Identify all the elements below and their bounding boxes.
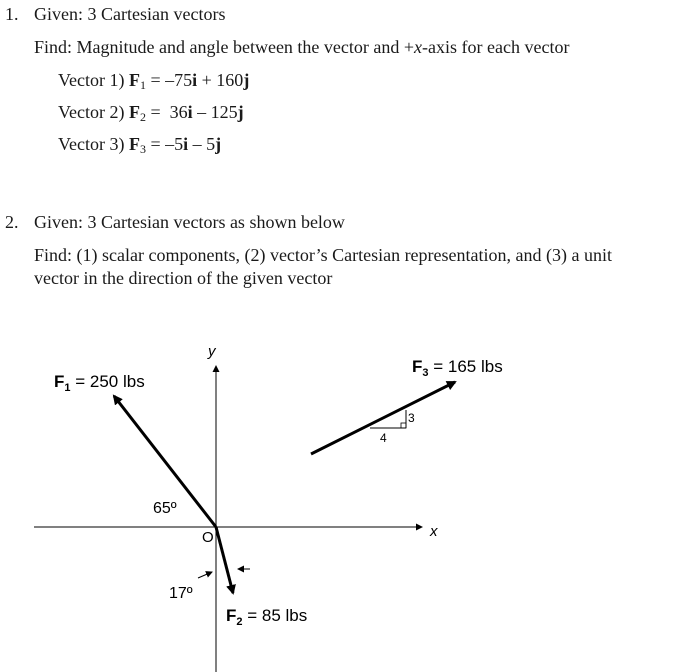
problem-2-number: 2. [5,212,19,232]
angle-f1-label: 65º [153,500,177,517]
find-prefix: Find: Magnitude and angle between the vector and + [34,37,415,57]
f2-arrow [216,527,233,593]
x-axis-label: x [430,523,438,540]
vector-2-j: j [237,102,244,122]
angle-f2-arrow-left [198,572,212,578]
vector-2-eq: = 36 [145,102,188,122]
f1-label: $F_1 = 250$ lbs [54,372,145,394]
problem-1-given: Given: 3 Cartesian vectors [34,4,226,24]
vector-3-mid: – 5 [188,134,216,154]
vector-1-name: F [128,70,140,90]
vector-2-label: Vector 2) [58,102,125,122]
vector-2-i: i [187,102,193,122]
find-suffix: -axis for each vector [422,37,570,57]
vector-1-eq: = –75 [145,70,193,90]
vector-1-j: j [243,70,250,90]
vector-3-i: i [183,134,189,154]
vector-1-label: Vector 1) [58,70,125,90]
vector-1-sub: 1 [139,78,146,92]
vector-2-mid: – 125 [192,102,238,122]
vector-2-sub: 2 [139,110,146,124]
problem-2-find-line-1: Find: (1) scalar components, (2) vector’s Cartesian representation, and (3) a unit [34,245,612,265]
vector-3-sub: 3 [139,142,146,156]
origin-label: O [202,529,214,546]
find-axis: x [414,37,423,57]
problem-2-find-line-2: vector in the direction of the given vector [34,268,333,288]
f3-label: $F_3 = 165$ lbs [412,357,503,379]
slope-rise-label: 3 [408,411,415,425]
angle-f2-label: 17º [169,585,193,602]
vector-2-name: F [128,102,140,122]
vector-1-mid: + 160 [197,70,244,90]
problem-2-given: Given: 3 Cartesian vectors as shown below [34,212,345,232]
y-axis-label: y [208,343,216,360]
vector-1-i: i [192,70,198,90]
vector-3-name: F [128,134,140,154]
problem-1-number: 1. [5,4,19,24]
slope-run-label: 4 [380,431,387,445]
vector-3-j: j [215,134,222,154]
right-angle-mark [401,423,406,428]
vector-3-label: Vector 3) [58,134,125,154]
f2-label: $F_2 = 85$ lbs [226,606,308,628]
vector-3-eq: = –5 [145,134,184,154]
